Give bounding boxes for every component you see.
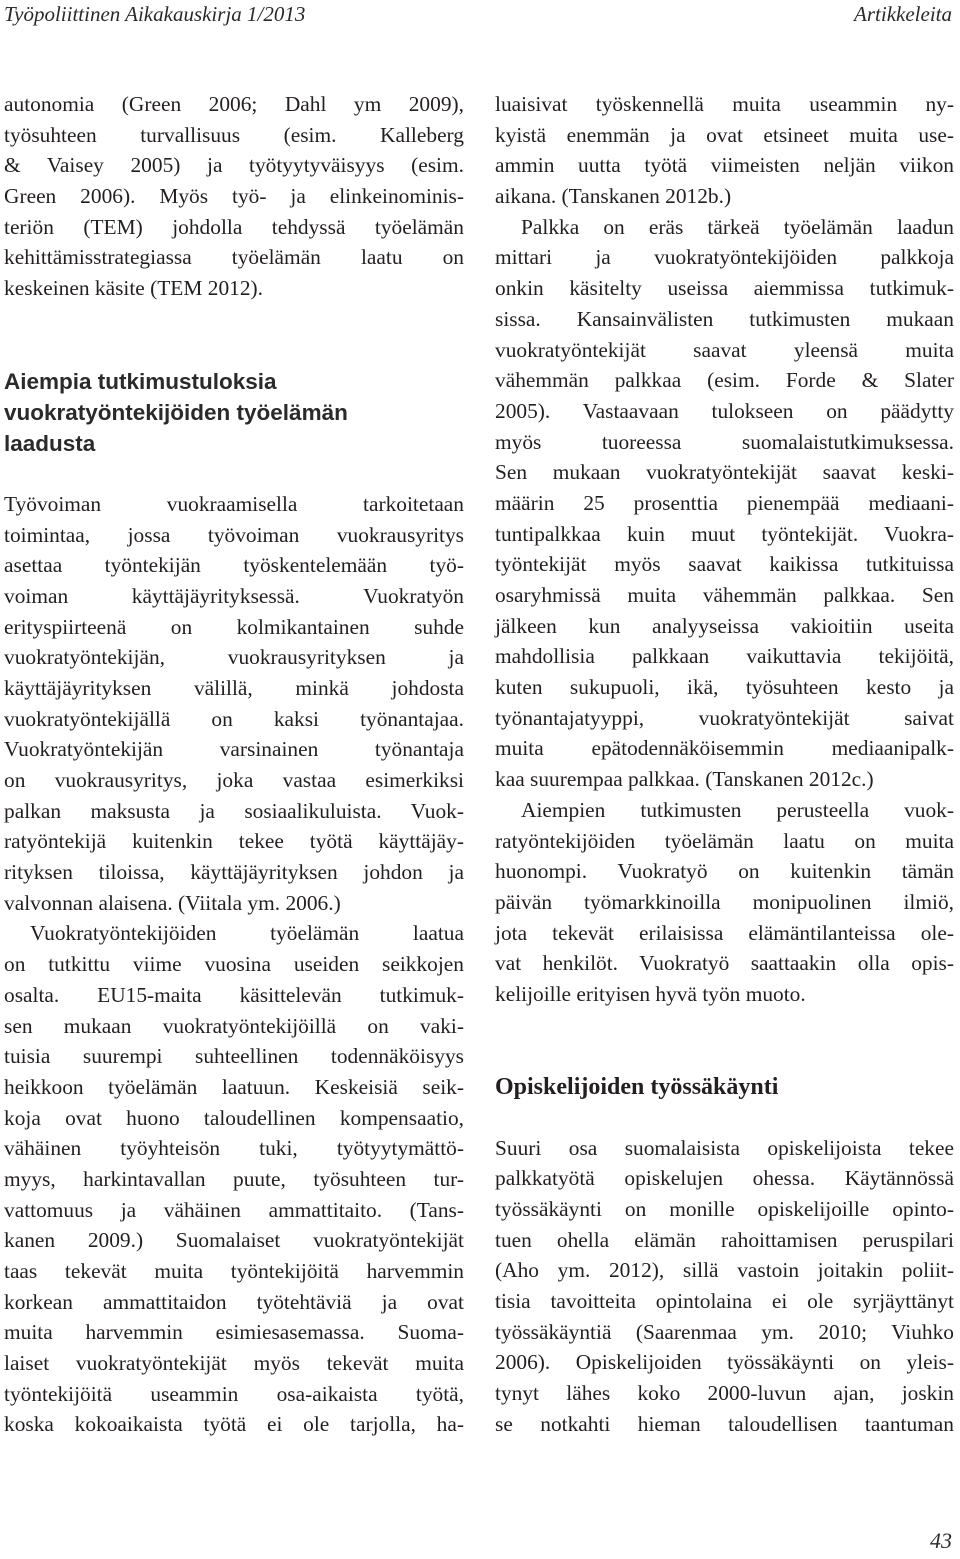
text-line: myös tuoreessa suomalaistutkimuksessa.	[495, 429, 954, 454]
text-line: & Vaisey 2005) ja työtyytyväisyys (esim.	[4, 153, 464, 178]
text-line: sissa. Kansainvälisten tutkimusten mukaan	[495, 306, 954, 331]
intro-paragraph	[4, 89, 464, 304]
paragraph-salary	[495, 212, 954, 795]
text-line: tisia tavoitteita opintolaina ei ole syrjäyttänyt	[495, 1289, 954, 1314]
text-line: kyistä enemmän ja ovat etsineet muita use-	[495, 122, 954, 147]
section-title: Artikkeleita	[854, 2, 952, 26]
text-line: sen mukaan vuokratyöntekijöillä on vaki-	[4, 1013, 464, 1038]
right-column	[495, 89, 954, 1440]
text-line: koja ovat huono taloudellinen kompensaatio,	[4, 1105, 464, 1130]
text-line: jota tekevät erilaisissa elämäntilanteissa ole-	[495, 920, 954, 945]
text-line: se notkahti hieman taloudellisen taantuman	[495, 1411, 954, 1436]
journal-title: Työpoliittinen Aikakauskirja 1/2013	[4, 2, 306, 26]
page-number: 43	[930, 1528, 952, 1553]
text-line: Työvoiman vuokraamisella tarkoitetaan	[4, 491, 464, 516]
text-line: 2005). Vastaavaan tulokseen on päädytty	[495, 398, 954, 423]
text-line: valvonnan alaisena. (Viitala ym. 2006.)	[4, 890, 341, 915]
text-line: Palkka on eräs tärkeä työelämän laadun	[521, 214, 954, 239]
text-line: autonomia (Green 2006; Dahl ym 2009),	[4, 92, 464, 116]
text-line: aikana. (Tanskanen 2012b.)	[495, 184, 732, 209]
text-line: työnantajatyyppi, vuokratyöntekijät saivat	[495, 705, 954, 730]
text-line: keskeinen käsite (TEM 2012).	[4, 276, 263, 301]
heading-line: laadusta	[4, 430, 96, 456]
text-line: vuokratyöntekijät saavat yleensä muita	[495, 337, 954, 362]
heading-line: vuokratyöntekijöiden työelämän	[4, 399, 348, 425]
text-line: koska kokoaikaista työtä ei ole tarjolla, ha-	[4, 1412, 464, 1437]
running-header	[0, 0, 960, 30]
text-line: Green 2006). Myös työ- ja elinkeinominis-	[4, 184, 464, 209]
text-line: vuokratyöntekijän, vuokrausyrityksen ja	[4, 645, 464, 670]
text-line: osaryhmissä muita vähemmän palkkaa. Sen	[495, 583, 954, 607]
paragraph-definition	[4, 489, 464, 919]
text-line: Suuri osa suomalaisista opiskelijoista tekee	[495, 1135, 954, 1160]
text-line: teriön (TEM) johdolla tehdyssä työelämän	[4, 214, 464, 239]
text-line: työsuhteen turvallisuus (esim. Kalleberg	[4, 122, 464, 147]
text-line: mahdollisia palkkaan vaikuttavia tekijöitä,	[495, 644, 954, 669]
text-line: Sen mukaan vuokratyöntekijät saavat keski-	[495, 460, 954, 485]
paragraph-quality-research	[4, 918, 464, 1440]
text-line: tuen ohella elämän rahoittamisen peruspilari	[495, 1227, 954, 1252]
text-line: jälkeen kun analyyseissa vakioitiin useita	[495, 613, 954, 638]
text-line: palkan maksusta ja sosiaalikuluista. Vuok-	[4, 798, 464, 823]
text-line: työntekijät myös saavat kaikissa tutkituissa	[495, 552, 954, 577]
text-line: Vuokratyöntekijöiden työelämän laatua	[30, 921, 464, 946]
text-line: laiset vuokratyöntekijät myös tekevät muita	[4, 1351, 464, 1376]
text-line: on tutkittu viime vuosina useiden seikkojen	[4, 952, 464, 977]
text-line: vuokratyöntekijällä on kaksi työnantajaa.	[4, 706, 464, 731]
text-line: (Aho ym. 2012), sillä vastoin joitakin poliit-	[495, 1258, 954, 1283]
text-line: myys, harkintavallan puute, työsuhteen tur-	[4, 1166, 464, 1191]
text-line: toimintaa, jossa työvoiman vuokrausyritys	[4, 522, 464, 547]
text-line: muita harvemmin esimiesasemassa. Suoma-	[4, 1320, 464, 1345]
text-line: huonompi. Vuokratyö on kuitenkin tämän	[495, 859, 954, 884]
paragraph-continued	[495, 89, 954, 212]
text-line: erityspiirteenä on kolmikantainen suhde	[4, 614, 464, 639]
text-line: ratyöntekijöiden työelämän laatu on muita	[495, 828, 954, 853]
text-line: on vuokrausyritys, joka vastaa esimerkiksi	[4, 768, 464, 792]
text-line: päivän työmarkkinoilla monipuolinen ilmiö,	[495, 889, 954, 914]
text-line: käyttäjäyrityksen välillä, minkä johdosta	[4, 675, 464, 700]
text-line: työssäkäynti on monille opiskelijoille opinto-	[495, 1197, 954, 1221]
text-line: määrin 25 prosenttia pienempää mediaani-	[495, 490, 954, 515]
left-column	[4, 89, 464, 1440]
text-line: ratyöntekijä kuitenkin tekee työtä käyttäjäy-	[4, 829, 464, 854]
text-line: kuten sukupuoli, ikä, työsuhteen kesto ja	[495, 675, 954, 700]
text-line: vattomuus ja vähäinen ammattitaito. (Tans-	[4, 1197, 464, 1222]
heading-line: Aiempia tutkimustuloksia	[4, 368, 277, 394]
paragraph-conclusion	[495, 795, 954, 1010]
text-line: 2006). Opiskelijoiden työssäkäynti on yleis-	[495, 1350, 954, 1375]
text-line: voiman käyttäjäyrityksessä. Vuokratyön	[4, 583, 464, 608]
section-heading-previous-research	[4, 366, 464, 459]
text-line: tuisia suurempi suhteellinen todennäköisyys	[4, 1044, 464, 1069]
text-line: työntekijöitä useammin osa-aikaista työtä,	[4, 1381, 464, 1406]
text-line: kelijoille erityisen hyvä työn muoto.	[495, 981, 806, 1006]
text-line: kehittämisstrategiassa työelämän laatu on	[4, 245, 464, 270]
text-line: vähemmän palkkaa (esim. Forde & Slater	[495, 368, 954, 393]
text-line: onkin käsitelty useissa aiemmissa tutkimuk-	[495, 276, 954, 301]
text-line: palkkatyötä opiskelujen ohessa. Käytännössä	[495, 1166, 954, 1191]
text-line: Aiempien tutkimusten perusteella vuok-	[521, 797, 954, 822]
text-line: osalta. EU15-maita käsittelevän tutkimuk-	[4, 982, 464, 1007]
section-heading-student-employment: Opiskelijoiden työssäkäynti	[495, 1073, 779, 1100]
text-line: vat henkilöt. Vuokratyö saattaakin olla opis-	[495, 951, 954, 976]
paragraph-student-work	[495, 1133, 954, 1440]
text-line: rityksen tiloissa, käyttäjäyrityksen johdon ja	[4, 860, 464, 885]
text-line: taas tekevät muita työntekijöitä harvemmin	[4, 1259, 464, 1283]
text-line: muita epätodennäköisemmin mediaanipalk-	[495, 736, 954, 761]
text-line: kaa suurempaa palkkaa. (Tanskanen 2012c.)	[495, 767, 874, 792]
text-line: mittari ja vuokratyöntekijöiden palkkoja	[495, 245, 954, 270]
text-line: työssäkäyntiä (Saarenmaa ym. 2010; Viuhko	[495, 1319, 954, 1344]
text-line: ammin uutta työtä viimeisten neljän viikon	[495, 153, 954, 178]
text-line: kanen 2009.) Suomalaiset vuokratyöntekijät	[4, 1228, 464, 1253]
text-line: Vuokratyöntekijän varsinainen työnantaja	[4, 737, 464, 762]
text-line: heikkoon työelämän laatuun. Keskeisiä seik-	[4, 1074, 464, 1099]
text-line: tynyt lähes koko 2000-luvun ajan, joskin	[495, 1381, 954, 1406]
text-line: luaisivat työskennellä muita useammin ny-	[495, 92, 954, 116]
text-line: asettaa työntekijän työskentelemään työ-	[4, 553, 464, 578]
text-line: tuntipalkkaa kuin muut työntekijät. Vuokra-	[495, 521, 954, 546]
text-line: vähäinen työyhteisön tuki, työtyytymättö-	[4, 1136, 464, 1161]
text-line: korkean ammattitaidon työtehtäviä ja ovat	[4, 1289, 464, 1314]
